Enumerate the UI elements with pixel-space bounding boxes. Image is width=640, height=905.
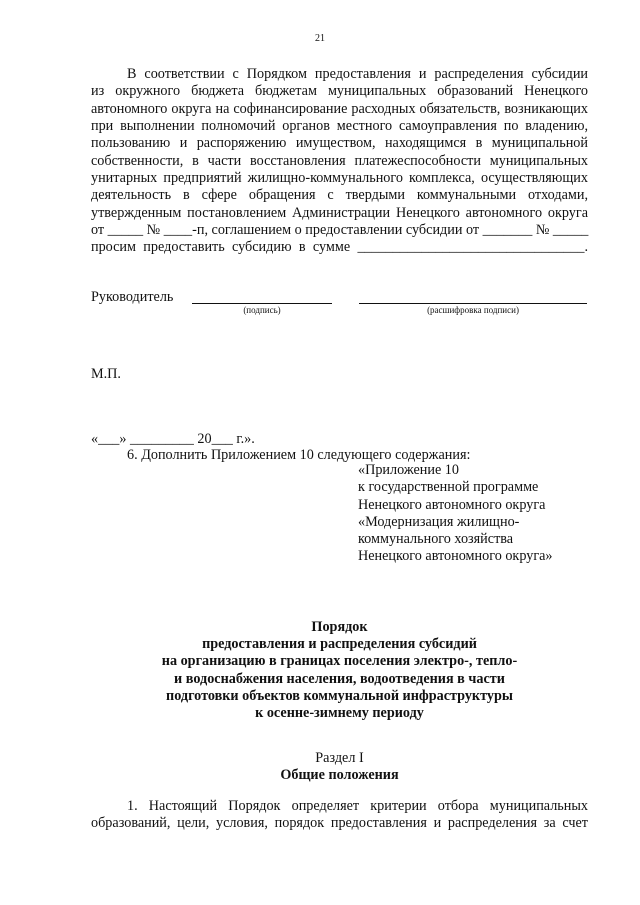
intro-line: деятельность в сфере обращения с твердыми коммунальными отходами, <box>91 187 588 204</box>
item-1-paragraph <box>91 798 588 832</box>
appendix-header-line: Ненецкого автономного округа <box>358 496 546 513</box>
signatory-label: Руководитель <box>91 289 174 305</box>
intro-line: из окружного бюджета бюджетам муниципальных образований Ненецкого <box>91 83 588 100</box>
intro-line: просим предоставить субсидию в сумме ________________________________. <box>91 239 588 256</box>
appendix-header <box>358 462 553 566</box>
signature-caption: (подпись) <box>243 305 281 315</box>
intro-line: пользованию и распоряжению имуществом, находящимся в муниципальной <box>91 135 588 152</box>
appendix-header-line: «Модернизация жилищно- <box>358 513 520 530</box>
title-line: и водоснабжения населения, водоотведения в части <box>174 670 505 687</box>
item-1-line: 1. Настоящий Порядок определяет критерии отбора муниципальных <box>127 798 588 814</box>
name-decoding-line <box>359 303 587 304</box>
intro-line: утвержденным постановлением Администрации Ненецкого автономного округа <box>91 204 588 221</box>
title-line: предоставления и распределения субсидий <box>202 636 477 653</box>
intro-line: собственности, в части восстановления платежеспособности муниципальных <box>91 152 588 169</box>
intro-line: при выполнении полномочий органов местного самоуправления по владению, <box>91 118 588 135</box>
document-title <box>91 619 588 722</box>
title-line: к осенне-зимнему периоду <box>255 704 424 721</box>
item-6-text: 6. Дополнить Приложением 10 следующего содержания: <box>127 447 471 463</box>
signature-line <box>192 303 332 304</box>
section-heading <box>91 750 588 784</box>
page-number: 21 <box>315 33 325 44</box>
intro-line: от _____ № ____-п, соглашением о предоставлении субсидии от _______ № _____ <box>91 222 589 239</box>
title-line: на организацию в границах поселения электро-, тепло- <box>161 653 518 670</box>
appendix-header-line: коммунального хозяйства <box>358 531 514 548</box>
intro-line: В соответствии с Порядком предоставления и распределения субсидии <box>127 66 588 82</box>
appendix-header-line: Ненецкого автономного округа» <box>358 548 553 565</box>
appendix-header-line: «Приложение 10 <box>358 462 459 478</box>
seal-label: М.П. <box>91 366 121 382</box>
section-title: Общие положения <box>280 767 399 784</box>
item-1-line: образований, цели, условия, порядок предоставления и распределения за счет <box>91 815 588 832</box>
date-line: «___» _________ 20___ г.». <box>91 431 255 447</box>
name-decoding-caption: (расшифровка подписи) <box>427 305 519 315</box>
appendix-header-line: к государственной программе <box>358 479 539 496</box>
title-line: Порядок <box>311 619 368 635</box>
intro-paragraph <box>91 66 588 257</box>
title-line: подготовки объектов коммунальной инфраструктуры <box>166 687 513 704</box>
section-number: Раздел I <box>315 750 364 766</box>
intro-line: унитарных предприятий жилищно-коммунального комплекса, осуществляющих <box>91 170 588 187</box>
intro-line: автономного округа на софинансирование расходных обязательств, возникающих <box>91 100 588 117</box>
